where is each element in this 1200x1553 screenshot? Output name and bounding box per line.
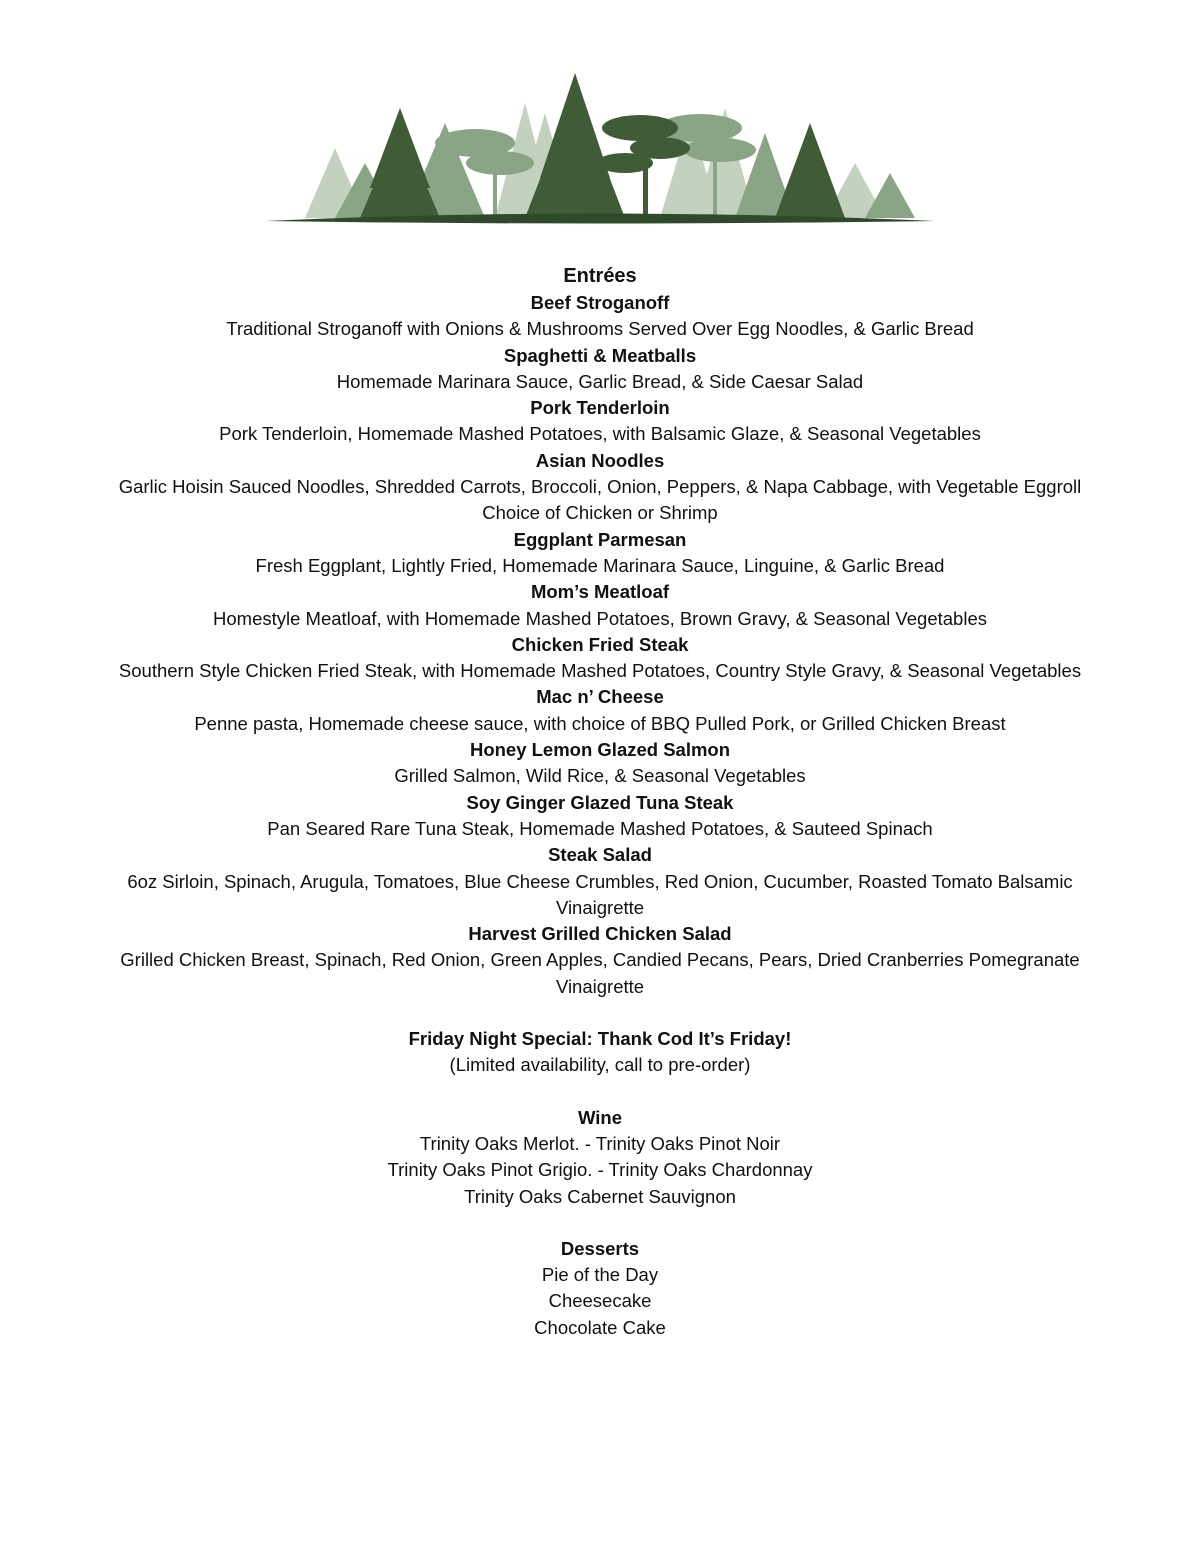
spacer [0,1000,1200,1026]
entree-name: Chicken Fried Steak [511,633,689,655]
menu-content [0,262,1200,1341]
entree-description: 6oz Sirloin, Spinach, Arugula, Tomatoes, Blue Cheese Crumbles, Red Onion, Cucumber, Roasted Tomato Balsamic [127,870,1073,892]
entrees-heading: Entrées [563,265,637,287]
entree-description: Southern Style Chicken Fried Steak, with Homemade Mashed Potatoes, Country Style Gravy, & Seasonal Vegetables [118,660,1082,682]
entree-name: Pork Tenderloin [530,397,670,419]
entree-name: Asian Noodles [535,449,665,471]
entree-description: Pork Tenderloin, Homemade Mashed Potatoes, with Balsamic Glaze, & Seasonal Vegetables [219,423,981,445]
entree-name: Honey Lemon Glazed Salmon [469,739,731,761]
desserts-heading: Desserts [560,1237,640,1259]
spacer [0,1210,1200,1236]
entree-name: Soy Ginger Glazed Tuna Steak [466,791,734,813]
entree-description: Garlic Hoisin Sauced Noodles, Shredded Carrots, Broccoli, Onion, Peppers, & Napa Cabbage, with Vegetable Eggroll [118,476,1082,498]
entree-description: Pan Seared Rare Tuna Steak, Homemade Mashed Potatoes, & Sauteed Spinach [267,817,933,839]
entree-description: Grilled Chicken Breast, Spinach, Red Onion, Green Apples, Candied Pecans, Pears, Dried Cranberries Pomegranate [120,949,1080,971]
entree-name: Beef Stroganoff [530,292,670,313]
entree-description: Homemade Marinara Sauce, Garlic Bread, & Side Caesar Salad [336,370,864,392]
wine-line: Trinity Oaks Cabernet Sauvignon [464,1185,736,1207]
entree-description: Vinaigrette [555,975,645,997]
entree-list [0,290,1200,1000]
wine-line: Trinity Oaks Merlot. - Trinity Oaks Pinot Noir [419,1132,781,1154]
entree-description: Choice of Chicken or Shrimp [482,502,718,524]
dessert-item: Cheesecake [548,1290,652,1312]
special-note: (Limited availability, call to pre-order) [449,1054,751,1076]
dessert-item: Chocolate Cake [534,1316,666,1338]
entree-name: Steak Salad [548,844,652,866]
entree-description: Traditional Stroganoff with Onions & Mushrooms Served Over Egg Noodles, & Garlic Bread [226,318,974,340]
entree-description: Homestyle Meatloaf, with Homemade Mashed Potatoes, Brown Gravy, & Seasonal Vegetables [213,607,987,629]
wine-line: Trinity Oaks Pinot Grigio. - Trinity Oaks Chardonnay [387,1159,813,1181]
entree-description: Fresh Eggplant, Lightly Fried, Homemade Marinara Sauce, Linguine, & Garlic Bread [255,554,945,576]
entree-name: Mom’s Meatloaf [530,581,670,603]
entree-description: Penne pasta, Homemade cheese sauce, with choice of BBQ Pulled Pork, or Grilled Chicken Breast [194,712,1006,734]
entree-name: Harvest Grilled Chicken Salad [468,923,732,945]
entree-description: Grilled Salmon, Wild Rice, & Seasonal Vegetables [394,765,806,787]
entree-name: Eggplant Parmesan [513,528,687,550]
entree-description: Vinaigrette [555,896,645,918]
entree-name: Mac n’ Cheese [536,686,664,708]
forest-logo-image [265,68,935,228]
entree-name: Spaghetti & Meatballs [503,344,697,366]
dessert-item: Pie of the Day [541,1264,659,1286]
spacer [0,1079,1200,1105]
special-title: Friday Night Special: Thank Cod It’s Friday! [408,1028,792,1050]
wine-heading: Wine [577,1106,623,1128]
